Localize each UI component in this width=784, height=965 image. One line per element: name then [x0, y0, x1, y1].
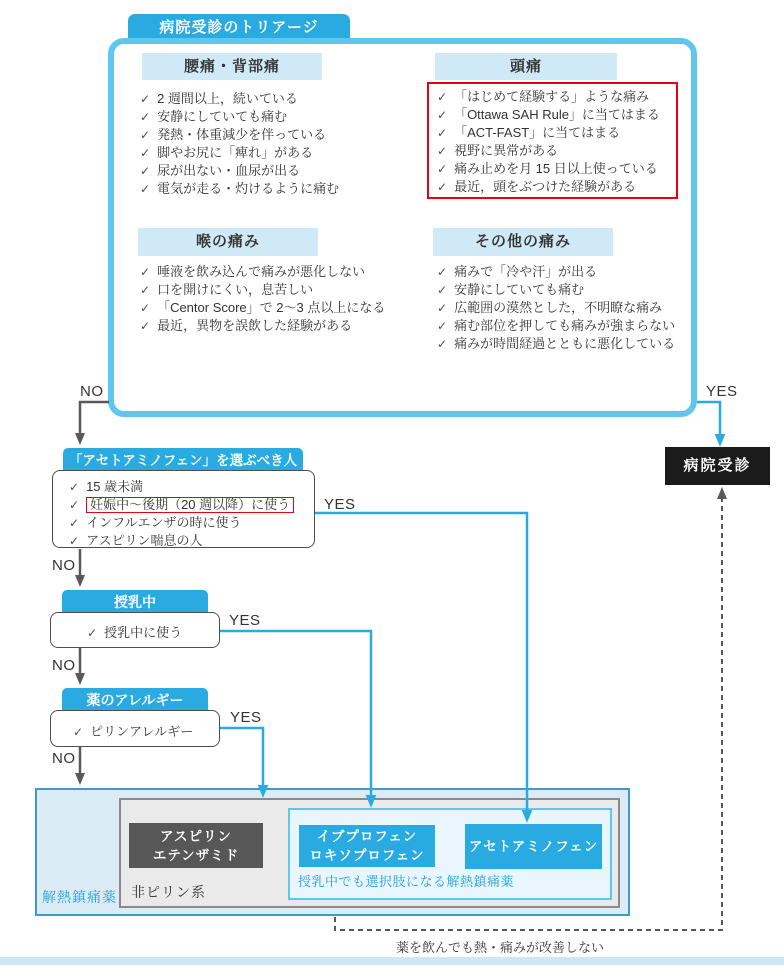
item-text: 脚やお尻に「痺れ」がある: [157, 145, 314, 160]
item-text: 最近，異物を誤飲した経験がある: [157, 318, 353, 333]
pregnancy-alert-highlight: 妊娠中〜後期（20 週以降）に使う: [86, 497, 294, 513]
check-icon: ✓: [69, 516, 80, 530]
checklist-item: [437, 124, 660, 142]
checklist-item: [140, 317, 385, 335]
check-icon: ✓: [69, 480, 80, 494]
checklist-item: [69, 514, 314, 532]
item-text: 唾液を飲み込んで痛みが悪化しない: [157, 264, 366, 279]
item-text: 15 歳未満: [86, 479, 144, 494]
check-icon: ✓: [140, 265, 151, 279]
checklist-item: [437, 142, 660, 160]
section-header-back-pain: 腰痛・背部痛: [142, 53, 322, 80]
check-icon: ✓: [437, 301, 448, 315]
item-text: インフルエンザの時に使う: [86, 515, 242, 530]
item-text: 痛み止めを月 15 日以上使っている: [454, 161, 658, 176]
no-label-allergy: NO: [52, 750, 76, 767]
no-label-triage: NO: [80, 383, 104, 400]
aspirin-ethenzamide-box: [129, 823, 263, 868]
page-footer-strip: [0, 957, 784, 965]
item-text: 最近，頭をぶつけた経験がある: [454, 179, 637, 194]
yes-arrow-triage-to-hospital: [697, 402, 720, 436]
step-breastfeeding-box: [50, 612, 220, 648]
item-text: 尿が出ない・血尿が出る: [157, 163, 301, 178]
check-icon: ✓: [140, 146, 151, 160]
step-drug-allergy-box: [50, 710, 220, 747]
check-icon: ✓: [87, 626, 98, 640]
yes-label-acetaminophen-criteria: YES: [324, 496, 356, 513]
med-line: エテンザミド: [152, 847, 240, 863]
checklist-item: [437, 178, 660, 196]
checklist-item: [437, 160, 660, 178]
check-icon: ✓: [437, 337, 448, 351]
checklist-item: [69, 532, 314, 550]
checklist-item: [69, 478, 314, 496]
non-pyrine-label: 非ピリン系: [131, 884, 206, 900]
checklist-throat-pain: [140, 263, 385, 335]
check-icon: ✓: [140, 301, 151, 315]
checklist-item: [140, 180, 339, 198]
item-text: 授乳中に使う: [104, 625, 183, 640]
no-label-breastfeeding: NO: [52, 657, 76, 674]
hospital-visit-box: 病院受診: [665, 447, 770, 485]
feedback-label: 薬を飲んでも熱・痛みが改善しない: [395, 940, 604, 955]
checklist-item: [437, 106, 660, 124]
section-header-other-pain: その他の痛み: [433, 228, 613, 256]
item-text: 「Ottawa SAH Rule」に当てはまる: [454, 107, 660, 122]
step-acetaminophen-criteria-box: [52, 470, 315, 548]
check-icon: ✓: [140, 110, 151, 124]
acetaminophen-box: [465, 824, 602, 869]
check-icon: ✓: [140, 128, 151, 142]
yes-arrow-to-non-pyrine: [220, 728, 263, 787]
no-label-acetaminophen-criteria: NO: [52, 557, 76, 574]
check-icon: ✓: [140, 92, 151, 106]
checklist-item: [69, 496, 314, 514]
item-text: 「はじめて経験する」ような痛み: [454, 89, 650, 104]
yes-arrow-to-acetaminophen: [315, 513, 527, 812]
yes-label-triage: YES: [706, 383, 738, 400]
check-icon: ✓: [69, 534, 80, 548]
checklist-item: [437, 263, 675, 281]
item-text: 視野に異常がある: [454, 143, 559, 158]
checklist-item: [140, 108, 339, 126]
yes-label-breastfeeding: YES: [229, 612, 261, 629]
antipyretic-analgesics-label: 解熱鎮痛薬: [42, 889, 117, 905]
check-icon: ✓: [140, 319, 151, 333]
check-icon: ✓: [73, 725, 84, 739]
item-text: 痛む部位を押しても痛みが強まらない: [454, 318, 676, 333]
triage-title-tab: 病院受診のトリアージ: [128, 14, 350, 42]
check-icon: ✓: [437, 90, 448, 104]
item-text: ピリンアレルギー: [90, 724, 194, 739]
no-arrow-triage: [80, 402, 109, 435]
check-icon: ✓: [437, 126, 448, 140]
step-acetaminophen-criteria-tab: 「アセトアミノフェン」を選ぶべき人: [63, 448, 303, 474]
checklist-back-pain: [140, 90, 339, 198]
med-line: イブプロフェン: [316, 829, 418, 844]
check-icon: ✓: [437, 144, 448, 158]
step-breastfeeding-tab: 授乳中: [62, 590, 208, 616]
item-text: 安静にしていても痛む: [157, 109, 288, 124]
checklist-headache: [437, 88, 660, 196]
item-text: 痛みが時間経過とともに悪化している: [454, 336, 676, 351]
item-text: 「ACT-FAST」に当てはまる: [454, 125, 621, 140]
breastfeeding-note-label: 授乳中でも選択肢になる解熱鎮痛薬: [298, 874, 515, 889]
med-line: ロキソプロフェン: [309, 848, 425, 863]
check-icon: ✓: [140, 182, 151, 196]
check-icon: ✓: [437, 283, 448, 297]
check-icon: ✓: [69, 498, 80, 512]
checklist-item: [437, 317, 675, 335]
checklist-item: [140, 144, 339, 162]
check-icon: ✓: [437, 265, 448, 279]
yes-label-allergy: YES: [230, 709, 262, 726]
item-text: 2 週間以上，続いている: [157, 91, 298, 106]
checklist-item: [437, 281, 675, 299]
item-text: 「Centor Score」で 2〜3 点以上になる: [157, 300, 386, 315]
checklist-item: [140, 299, 385, 317]
item-text: 広範囲の漠然とした，不明瞭な痛み: [454, 300, 663, 315]
checklist-item: [140, 281, 385, 299]
check-icon: ✓: [140, 164, 151, 178]
checklist-item: [140, 90, 339, 108]
checklist-item: [437, 88, 660, 106]
section-header-throat-pain: 喉の痛み: [138, 228, 318, 256]
section-header-headache: 頭痛: [435, 53, 617, 80]
med-line: アスピリン: [160, 828, 232, 844]
ibuprofen-loxoprofen-box: [299, 825, 435, 867]
item-text: 電気が走る・灼けるように痛む: [157, 181, 340, 196]
checklist-item: [140, 126, 339, 144]
item-text: 安静にしていても痛む: [454, 282, 585, 297]
checklist-item: [437, 299, 675, 317]
checklist-item: [140, 263, 385, 281]
item-text: 痛みで「冷や汗」が出る: [454, 264, 598, 279]
checklist-item: [437, 335, 675, 353]
med-line: アセトアミノフェン: [468, 839, 599, 854]
checklist-item: [140, 162, 339, 180]
item-text: 発熱・体重減少を伴っている: [157, 127, 327, 142]
checklist-item: [73, 721, 219, 740]
check-icon: ✓: [437, 180, 448, 194]
check-icon: ✓: [437, 108, 448, 122]
step-drug-allergy-tab: 薬のアレルギー: [62, 688, 208, 714]
checklist-item: [87, 622, 219, 641]
item-text: アスピリン喘息の人: [86, 533, 203, 548]
checklist-other-pain: [437, 263, 675, 353]
check-icon: ✓: [437, 319, 448, 333]
check-icon: ✓: [140, 283, 151, 297]
check-icon: ✓: [437, 162, 448, 176]
item-text: 口を開けにくい，息苦しい: [157, 282, 314, 297]
